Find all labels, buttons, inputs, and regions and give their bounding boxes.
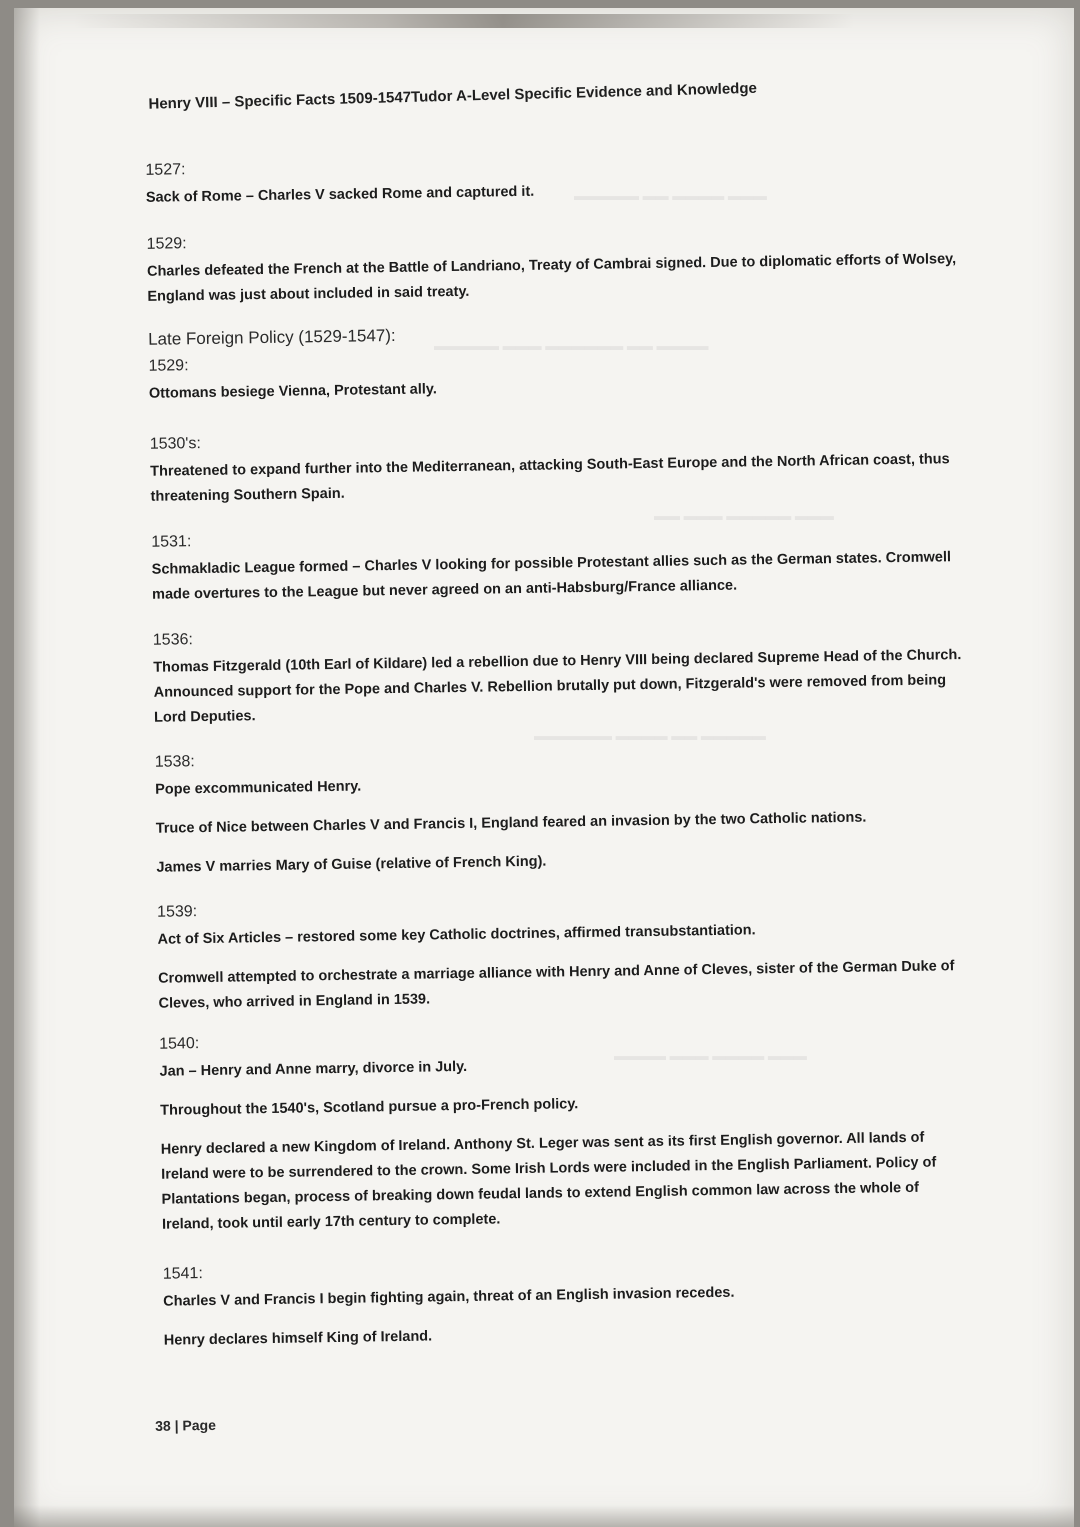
- section-1540: [159, 1023, 972, 1238]
- year-heading: 1529:: [146, 235, 187, 253]
- bleed-through-text: ▬▬▬▬▬ ▬▬ ▬▬▬▬ ▬▬▬▬▬▬: [534, 728, 766, 743]
- page-number: 38 | Page: [155, 1416, 217, 1434]
- year-heading: 1527:: [145, 161, 186, 179]
- paragraph: Act of Six Articles – restored some key Catholic doctrines, affirmed transubstantiation.: [157, 922, 756, 948]
- paragraph: Henry declared a new Kingdom of Ireland. Anthony St. Leger was sent as its first English governor. All lands of Ireland were to be surrendered to the crown. Some Irish Lords were included in the English Parliament. Policy of Plantations began, process of breaking down feudal lands to extend English common law across the whole of Ireland, took until early 17th century to complete.: [160, 1129, 937, 1233]
- year-heading: 1531:: [151, 533, 192, 551]
- year-heading: 1539:: [156, 903, 198, 921]
- year-heading: 1530's:: [149, 434, 201, 453]
- document-content: [134, 65, 964, 1434]
- section-late-foreign-policy: [148, 317, 959, 407]
- year-heading: 1541:: [162, 1265, 203, 1283]
- section-1539: [157, 891, 969, 1017]
- section-1541: [163, 1253, 974, 1354]
- paragraph: Charles V and Francis I begin fighting again, threat of an English invasion recedes.: [163, 1284, 735, 1310]
- paragraph: Ottomans besiege Vienna, Protestant ally.: [148, 381, 438, 402]
- scan-left-shadow: [14, 8, 40, 1527]
- year-heading: 1538:: [154, 753, 195, 771]
- section-1538: [155, 741, 967, 881]
- year-heading: 1536:: [152, 631, 194, 649]
- bleed-through-text: ▬▬▬ ▬▬▬▬ ▬▬▬ ▬▬▬▬: [614, 1048, 807, 1063]
- paragraph: James V marries Mary of Guise (relative of French King).: [156, 853, 547, 876]
- section-heading: Late Foreign Policy (1529-1547):: [147, 325, 396, 349]
- section-1527: [145, 149, 956, 211]
- year-heading: 1540:: [159, 1035, 200, 1053]
- document-page: [14, 8, 1074, 1527]
- paragraph: Henry declares himself King of Ireland.: [163, 1328, 433, 1349]
- bleed-through-text: ▬▬▬ ▬▬▬▬▬ ▬▬▬ ▬▬: [654, 508, 834, 523]
- section-1530s: [150, 423, 961, 510]
- scan-bottom-shadow: [14, 1505, 1074, 1527]
- paragraph: Sack of Rome – Charles V sacked Rome and captured it.: [145, 183, 535, 206]
- document-title: Henry VIII – Specific Facts 1509-1547Tudor A-Level Specific Evidence and Knowledge: [148, 79, 758, 113]
- bleed-through-text: ▬▬▬ ▬▬▬▬ ▬▬ ▬▬▬▬▬: [574, 188, 767, 203]
- paragraph: Charles defeated the French at the Battle of Landriano, Treaty of Cambrai signed. Due to diplomatic efforts of Wolsey, England was just about included in said treaty.: [146, 251, 957, 305]
- section-1536: [153, 619, 964, 731]
- paragraph: Schmakladic League formed – Charles V looking for possible Protestant allies such as the German states. Cromwell made overtures to the League but never agreed on an anti-Habsburg/France alliance.: [151, 549, 952, 603]
- paragraph: Thomas Fitzgerald (10th Earl of Kildare) led a rebellion due to Henry VIII being declared Supreme Head of the Church. Announced support for the Pope and Charles V. Rebellion brutally put down, Fitzgerald's were removed from being Lord Deputies.: [153, 647, 962, 726]
- paragraph: Threatened to expand further into the Mediterranean, attacking South-East Europe and the North African coast, thus threatening Southern Spain.: [150, 451, 950, 505]
- paragraph: Truce of Nice between Charles V and Francis I, England feared an invasion by the two Catholic nations.: [155, 809, 867, 837]
- paragraph: Cromwell attempted to orchestrate a marriage alliance with Henry and Anne of Cleves, sister of the German Duke of Cleves, who arrived in England in 1539.: [158, 958, 955, 1012]
- year-heading: 1529:: [148, 357, 189, 375]
- paragraph: Throughout the 1540's, Scotland pursue a pro-French policy.: [160, 1096, 579, 1119]
- section-1531: [151, 521, 962, 608]
- paragraph: Jan – Henry and Anne marry, divorce in July.: [159, 1058, 468, 1080]
- bleed-through-text: ▬▬▬▬ ▬▬ ▬▬▬▬▬▬ ▬▬▬ ▬▬▬▬▬: [434, 338, 709, 353]
- section-1529: [146, 223, 957, 310]
- paragraph: Pope excommunicated Henry.: [155, 778, 362, 798]
- scan-edge-strip: [74, 14, 854, 28]
